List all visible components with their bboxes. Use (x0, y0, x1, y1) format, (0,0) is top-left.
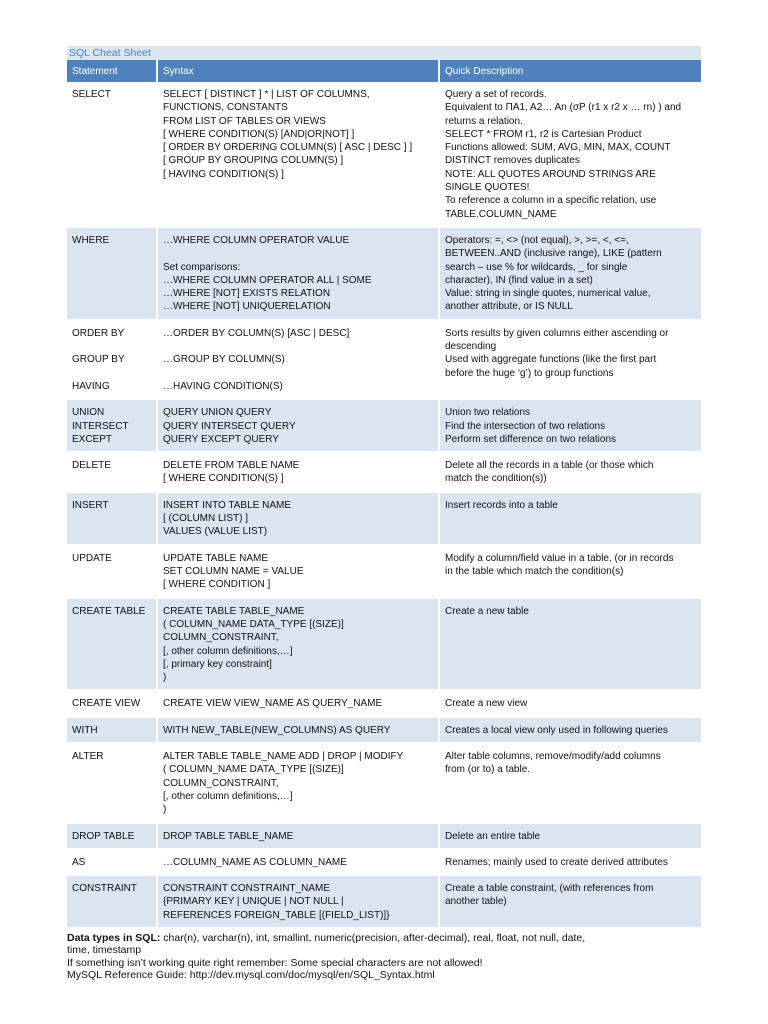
datatypes-label: Data types in SQL: (67, 931, 161, 944)
description-cell: Alter table columns, remove/modify/add columns from (or to) a table. (439, 743, 701, 822)
table-row (67, 452, 701, 492)
syntax-cell: QUERY UNION QUERY QUERY INTERSECT QUERY QUERY EXCEPT QUERY (157, 399, 439, 452)
statement-cell: DROP TABLE (67, 823, 157, 849)
description-cell: Creates a local view only used in following queries (439, 717, 701, 743)
description-cell: Delete an entire table (439, 823, 701, 849)
table-row (67, 823, 701, 849)
description-cell: Operators: =, <> (not equal), >, >=, <, <=, BETWEEN..AND (inclusive range), LIKE (pattern search – use % for wildcards, _ for single character), IN (find value in a set) Value: string in single quotes, numerical value, another attribute, or IS NULL (439, 227, 701, 320)
statement-cell: UPDATE (67, 545, 157, 598)
description-cell: Insert records into a table (439, 492, 701, 545)
table-row (67, 690, 701, 716)
syntax-cell: SELECT [ DISTINCT ] * | LIST OF COLUMNS, FUNCTIONS, CONSTANTS FROM LIST OF TABLES OR VIEWS [ WHERE CONDITION(S) [AND|OR|NOT] ] [ ORDER BY ORDERING COLUMN(S) [ ASC | DESC ] ] [ GROUP BY GROUPING COLUMN(S) ] [ HAVING CONDITION(S) ] (157, 82, 439, 227)
table-row (67, 743, 701, 822)
warning-note: If something isn’t working quite right remember: Some special characters are not allowed! (67, 956, 483, 969)
sheet-title: SQL Cheat Sheet (67, 46, 701, 60)
table-row (67, 320, 701, 399)
statement-cell: WITH (67, 717, 157, 743)
header-syntax: Syntax (157, 60, 439, 82)
syntax-cell: DROP TABLE TABLE_NAME (157, 823, 439, 849)
description-cell: Sorts results by given columns either ascending or descending Used with aggregate functions (like the first part before the huge ‘g’) to group functions (439, 320, 701, 399)
description-cell: Delete all the records in a table (or those which match the condition(s)) (439, 452, 701, 492)
table-row (67, 399, 701, 452)
table-row (67, 227, 701, 320)
statement-cell: INSERT (67, 492, 157, 545)
description-cell: Renames; mainly used to create derived attributes (439, 849, 701, 875)
table-row (67, 492, 701, 545)
sql-table (67, 60, 701, 929)
description-cell: Create a table constraint, (with references from another table) (439, 875, 701, 928)
header-description: Quick Description (439, 60, 701, 82)
datatypes-cont: time, timestamp (67, 944, 142, 957)
statement-cell: CONSTRAINT (67, 875, 157, 928)
statement-cell: CREATE VIEW (67, 690, 157, 716)
syntax-cell: CREATE TABLE TABLE_NAME ( COLUMN_NAME DATA_TYPE [(SIZE)] COLUMN_CONSTRAINT, [, other column definitions,…] [, primary key constraint] ) (157, 598, 439, 691)
description-cell: Modify a column/field value in a table, (or in records in the table which match the condition(s) (439, 545, 701, 598)
table-header-row (67, 60, 701, 82)
datatypes-note (67, 932, 701, 945)
syntax-cell: …COLUMN_NAME AS COLUMN_NAME (157, 849, 439, 875)
syntax-cell: CREATE VIEW VIEW_NAME AS QUERY_NAME (157, 690, 439, 716)
statement-cell: DELETE (67, 452, 157, 492)
description-cell: Union two relations Find the intersection of two relations Perform set difference on two relations (439, 399, 701, 452)
reference-note: MySQL Reference Guide: http://dev.mysql.com/doc/mysql/en/SQL_Syntax.html (67, 969, 435, 982)
statement-cell: UNION INTERSECT EXCEPT (67, 399, 157, 452)
statement-cell: ALTER (67, 743, 157, 822)
description-cell: Create a new view (439, 690, 701, 716)
table-row (67, 849, 701, 875)
syntax-cell: …WHERE COLUMN OPERATOR VALUE Set comparisons: …WHERE COLUMN OPERATOR ALL | SOME …WHERE [NOT] EXISTS RELATION …WHERE [NOT] UNIQUERELATION (157, 227, 439, 320)
syntax-cell: CONSTRAINT CONSTRAINT_NAME {PRIMARY KEY | UNIQUE | NOT NULL | REFERENCES FOREIGN_TABLE [(FIELD_LIST)]} (157, 875, 439, 928)
header-statement: Statement (67, 60, 157, 82)
statement-cell: AS (67, 849, 157, 875)
table-row (67, 875, 701, 928)
syntax-cell: UPDATE TABLE NAME SET COLUMN NAME = VALUE [ WHERE CONDITION ] (157, 545, 439, 598)
description-cell: Query a set of records. Equivalent to ΠA1, A2… An (σP (r1 x r2 x … rn) ) and returns a relation. SELECT * FROM r1, r2 is Cartesian Product Functions allowed: SUM, AVG, MIN, MAX, COUNT DISTINCT removes duplicates NOTE: ALL QUOTES AROUND STRINGS ARE SINGLE QUOTES! To reference a column in a specific relation, use TABLE.COLUMN_NAME (439, 82, 701, 227)
datatypes-text: char(n), varchar(n), int, smallint, numeric(precision, after-decimal), real, float, not null, date, (160, 931, 586, 944)
table-row (67, 598, 701, 691)
statement-cell: WHERE (67, 227, 157, 320)
notes (67, 932, 701, 982)
statement-cell: SELECT (67, 82, 157, 227)
table-body (67, 82, 701, 928)
cheat-sheet (67, 46, 701, 982)
syntax-cell: ALTER TABLE TABLE_NAME ADD | DROP | MODIFY ( COLUMN_NAME DATA_TYPE [(SIZE)] COLUMN_CONSTRAINT, [, other column definitions,…] ) (157, 743, 439, 822)
syntax-cell: DELETE FROM TABLE NAME [ WHERE CONDITION(S) ] (157, 452, 439, 492)
syntax-cell: WITH NEW_TABLE(NEW_COLUMNS) AS QUERY (157, 717, 439, 743)
statement-cell: CREATE TABLE (67, 598, 157, 691)
table-row (67, 545, 701, 598)
description-cell: Create a new table (439, 598, 701, 691)
syntax-cell: …ORDER BY COLUMN(S) [ASC | DESC] …GROUP BY COLUMN(S) …HAVING CONDITION(S) (157, 320, 439, 399)
table-row (67, 82, 701, 227)
statement-cell: ORDER BY GROUP BY HAVING (67, 320, 157, 399)
syntax-cell: INSERT INTO TABLE NAME [ (COLUMN LIST) ] VALUES (VALUE LIST) (157, 492, 439, 545)
table-row (67, 717, 701, 743)
